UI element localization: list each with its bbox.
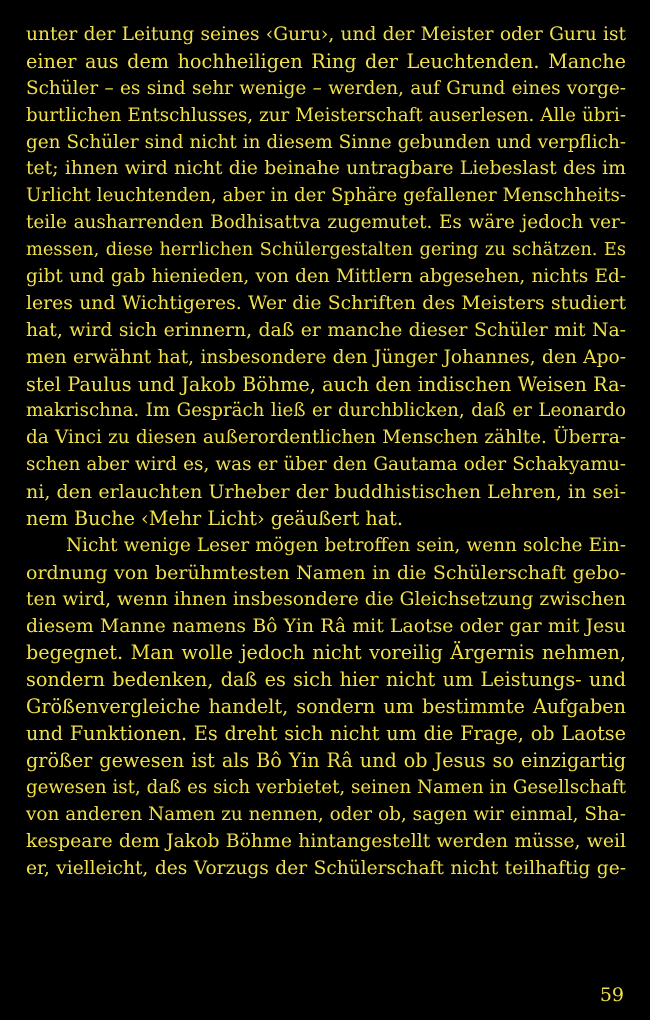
text-line: Urlicht leuchtenden, aber in der Sphäre gefallener Menschheits-	[26, 185, 626, 207]
text-line: Nicht wenige Leser mögen betroffen sein, wenn solche Ein-	[66, 534, 626, 556]
text-line: messen, diese herrlichen Schülergestalten gering zu schätzen. Es	[26, 239, 626, 261]
page-text-block	[26, 22, 626, 883]
text-line: Schüler – es sind sehr wenige – werden, auf Grund eines vorge-	[26, 77, 626, 99]
text-line: makrischna. Im Gespräch ließ er durchblicken, daß er Leonardo	[26, 400, 626, 422]
text-line: ordnung von berühmtesten Namen in die Schülerschaft gebo-	[26, 561, 626, 584]
text-line: tet; ihnen wird nicht die beinahe untragbare Liebeslast des im	[26, 158, 626, 180]
text-line: einer aus dem hochheiligen Ring der Leuchtenden. Manche	[26, 49, 626, 73]
text-line: gibt und gab hienieden, von den Mittlern abgesehen, nichts Ed-	[26, 266, 626, 288]
text-line: sondern bedenken, daß es sich hier nicht um Leistungs- und	[26, 668, 626, 692]
text-line: größer gewesen ist als Bô Yin Râ und ob Jesus so einzigartig	[26, 749, 626, 773]
text-line: teile ausharrenden Bodhisattva zugemutet. Es wäre jedoch ver-	[26, 212, 626, 234]
text-line: begegnet. Man wolle jedoch nicht voreilig Ärgernis nehmen,	[26, 641, 626, 665]
text-line: gewesen ist, daß es sich verbietet, seinen Namen in Gesellschaft	[26, 776, 626, 798]
paragraph-2	[26, 533, 626, 883]
paragraph-1	[26, 22, 626, 533]
text-line: und Funktionen. Es dreht sich nicht um die Frage, ob Laotse	[26, 722, 626, 746]
text-line: ten wird, wenn ihnen insbesondere die Gleichsetzung zwischen	[26, 588, 626, 610]
text-line: hat, wird sich erinnern, daß er manche dieser Schüler mit Na-	[26, 319, 626, 341]
text-line: stel Paulus und Jakob Böhme, auch den indischen Weisen Ra-	[26, 372, 626, 396]
text-line: nem Buche ‹Mehr Licht› geäußert hat.	[26, 507, 403, 531]
text-line: unter der Leitung seines ‹Guru›, und der Meister oder Guru ist	[26, 24, 626, 45]
text-line: kespeare dem Jakob Böhme hintangestellt werden müsse, weil	[26, 830, 626, 852]
page-number: 59	[599, 984, 624, 1006]
text-line: da Vinci zu diesen außerordentlichen Menschen zählte. Überra-	[26, 427, 626, 449]
text-line: burtlichen Entschlusses, zur Meisterschaft auserlesen. Alle übri-	[26, 104, 626, 126]
text-line: leres und Wichtigeres. Wer die Schriften des Meisters studiert	[26, 292, 626, 314]
text-line: ni, den erlauchten Urheber der buddhistischen Lehren, in sei-	[26, 481, 626, 504]
text-line: diesem Manne namens Bô Yin Râ mit Laotse oder gar mit Jesu	[26, 615, 626, 637]
text-line: gen Schüler sind nicht in diesem Sinne gebunden und verpflich-	[26, 131, 626, 153]
text-line: er, vielleicht, des Vorzugs der Schülerschaft nicht teilhaftig ge-	[26, 857, 626, 879]
text-line: von anderen Namen zu nennen, oder ob, sagen wir einmal, Sha-	[26, 803, 626, 825]
text-line: Größenvergleiche handelt, sondern um bestimmte Aufgaben	[26, 695, 626, 719]
text-line: men erwähnt hat, insbesondere den Jünger Johannes, den Apo-	[26, 346, 626, 368]
text-line: schen aber wird es, was er über den Gautama oder Schakyamu-	[26, 454, 626, 476]
